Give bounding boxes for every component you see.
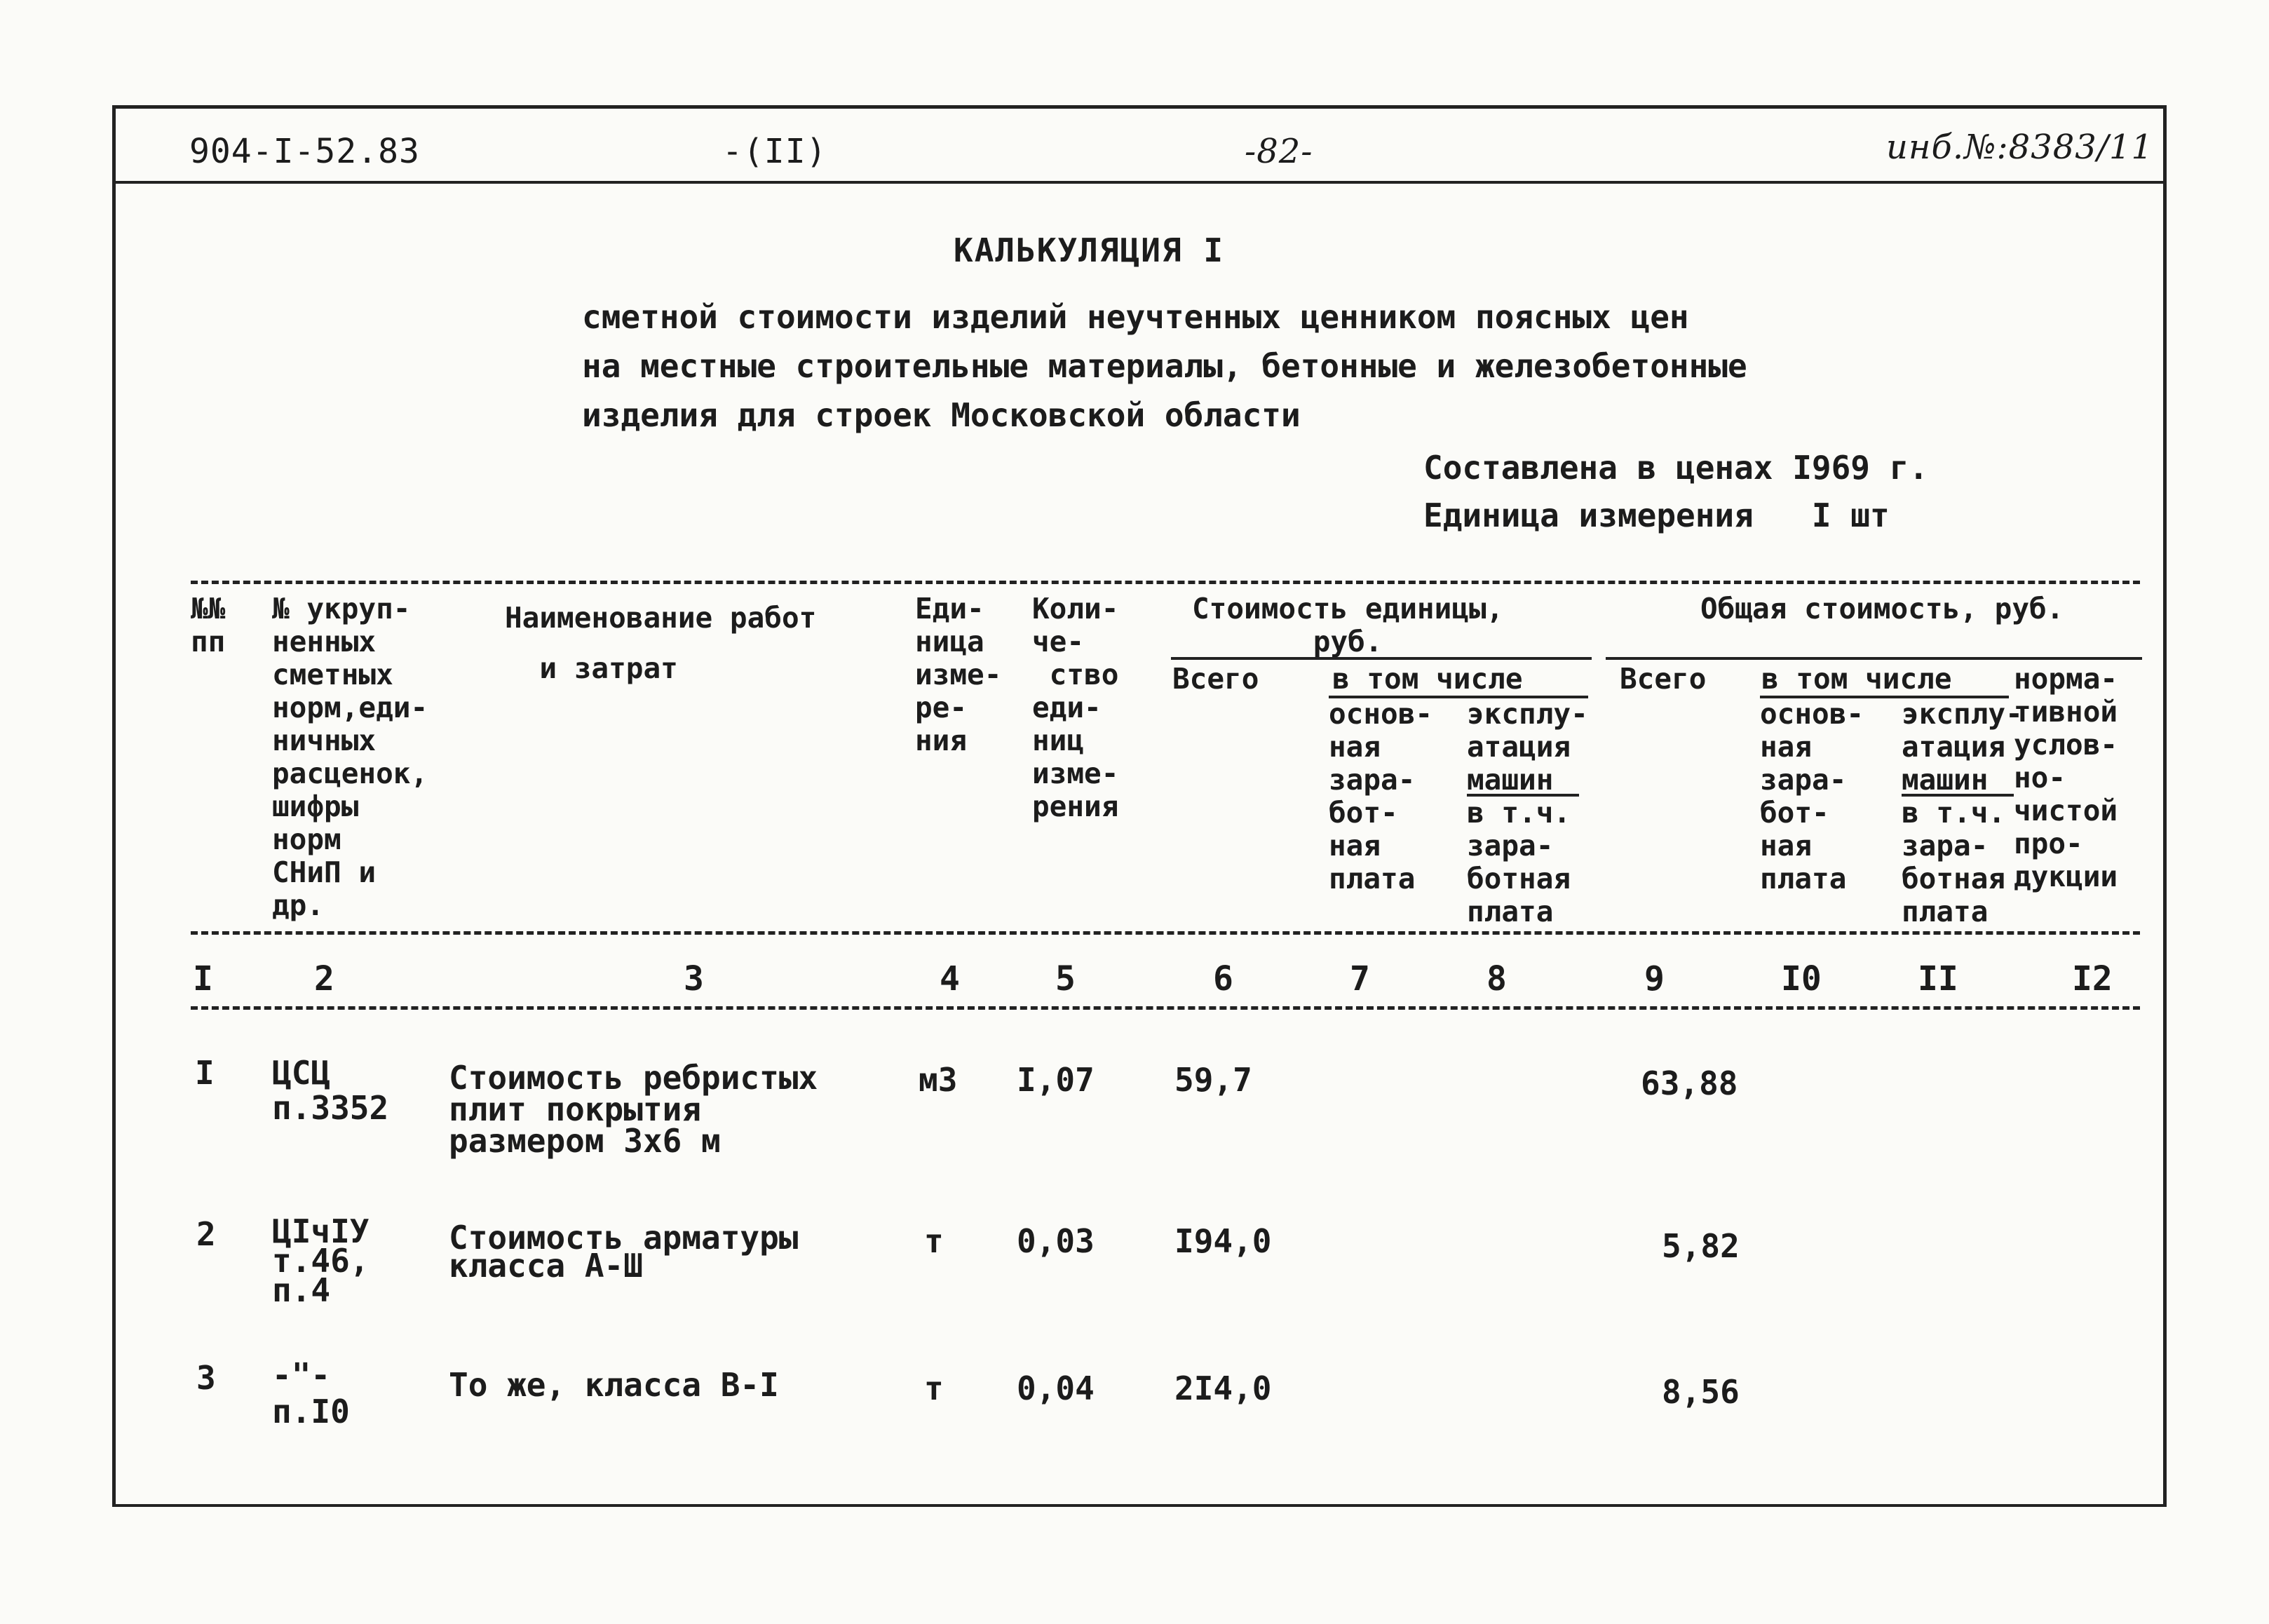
row-3-unit-total: 2I4,0 [1174,1369,1272,1407]
col-header-unit-total: Всего [1172,662,1259,696]
row-1-total: 63,88 [1641,1064,1738,1102]
column-number: I2 [2072,959,2113,999]
row-3-unit: т [924,1369,944,1407]
album-number: -(II) [722,132,827,171]
unit-machines-rule [1467,794,1579,797]
header-rule [112,181,2163,184]
row-1-name: Стоимость ребристых плит покрытия размером 3х6 м [449,1059,818,1160]
column-number: 4 [940,959,960,999]
col-header-norm-code: № укруп- ненных сметных норм,еди- ничных расценок, шифры норм СНиП и др. [272,592,428,922]
row-3-name: То же, класса В-I [449,1366,779,1404]
col-header-total-normative: норма- тивной услов- но- чистой про- дукции [2014,662,2118,893]
row-2-total: 5,82 [1662,1227,1740,1265]
row-2-unit-total: I94,0 [1174,1222,1272,1260]
col-header-unit-basic-wage: основ- ная зара- бот- ная плата [1329,697,1433,895]
column-number: 5 [1055,959,1076,999]
unit-of-measure: Единица измерения I шт [1423,496,1890,534]
column-number: I [193,959,213,999]
column-number: 7 [1350,959,1370,999]
row-3-code: -"- п.I0 [272,1356,350,1430]
column-number: I0 [1781,959,1822,999]
col-header-total-machines: эксплу- атация машин в т.ч. зара- ботная плата [1902,697,2023,928]
row-1-code: ЦСЦ п.3352 [272,1054,389,1127]
table-header-dashline [191,931,2140,935]
col-header-unit-cost-group: Стоимость единицы, руб. [1192,592,1504,658]
col-header-unit: Еди- ница изме- ре- ния [915,592,1002,757]
table-top-dashline [191,581,2140,584]
col-header-total-basic-wage: основ- ная зара- бот- ная плата [1760,697,1864,895]
row-3-num: 3 [196,1359,216,1397]
unit-cost-group-rule [1171,657,1592,660]
row-3-qty: 0,04 [1017,1369,1095,1407]
col-header-unit-machines: эксплу- атация машин в т.ч. зара- ботная плата [1467,697,1588,928]
row-2-name: Стоимость арматуры класса А-Ш [449,1219,799,1285]
subtitle-line-1: сметной стоимости изделий неучтенных ценником поясных цен [582,298,1689,336]
column-number: 8 [1486,959,1507,999]
column-number: 2 [314,959,334,999]
column-number-dashline [191,1006,2140,1010]
col-header-work-name: Наименование работ и затрат [505,601,817,685]
prices-year: Составлена в ценах I969 г. [1423,449,1929,487]
inventory-number: инб.№:8383/11 [1886,128,2154,167]
col-header-total-incl: в том числе [1761,662,1952,696]
column-number: 9 [1644,959,1665,999]
row-1-qty: I,07 [1017,1061,1095,1099]
row-2-unit: т [924,1222,944,1260]
document-title: КАЛЬКУЛЯЦИЯ I [954,231,1225,269]
row-1-unit-total: 59,7 [1174,1061,1252,1099]
page-number: -82- [1245,132,1313,171]
row-3-total: 8,56 [1662,1373,1740,1411]
row-2-code: ЦIчIУ т.46, п.4 [272,1212,370,1309]
col-header-total-cost-group: Общая стоимость, руб. [1700,592,2064,625]
col-header-unit-incl: в том числе [1332,662,1523,696]
subtitle-line-2: на местные строительные материалы, бетонные и железобетонные [582,347,1747,385]
row-2-num: 2 [196,1215,216,1253]
column-number: II [1918,959,1958,999]
col-header-num: №№ пп [191,592,226,658]
row-1-num: I [195,1054,215,1092]
project-code: 904-I-52.83 [189,132,420,171]
row-2-qty: 0,03 [1017,1222,1095,1260]
col-header-quantity: Коли- че- ство еди- ниц изме- рения [1032,592,1119,823]
col-header-total-total: Всего [1620,662,1707,696]
subtitle-line-3: изделия для строек Московской области [582,396,1301,434]
total-machines-rule [1902,794,2014,797]
total-cost-group-rule [1606,657,2142,660]
column-number: 3 [684,959,704,999]
column-number: 6 [1213,959,1233,999]
row-1-unit: м3 [919,1061,958,1099]
